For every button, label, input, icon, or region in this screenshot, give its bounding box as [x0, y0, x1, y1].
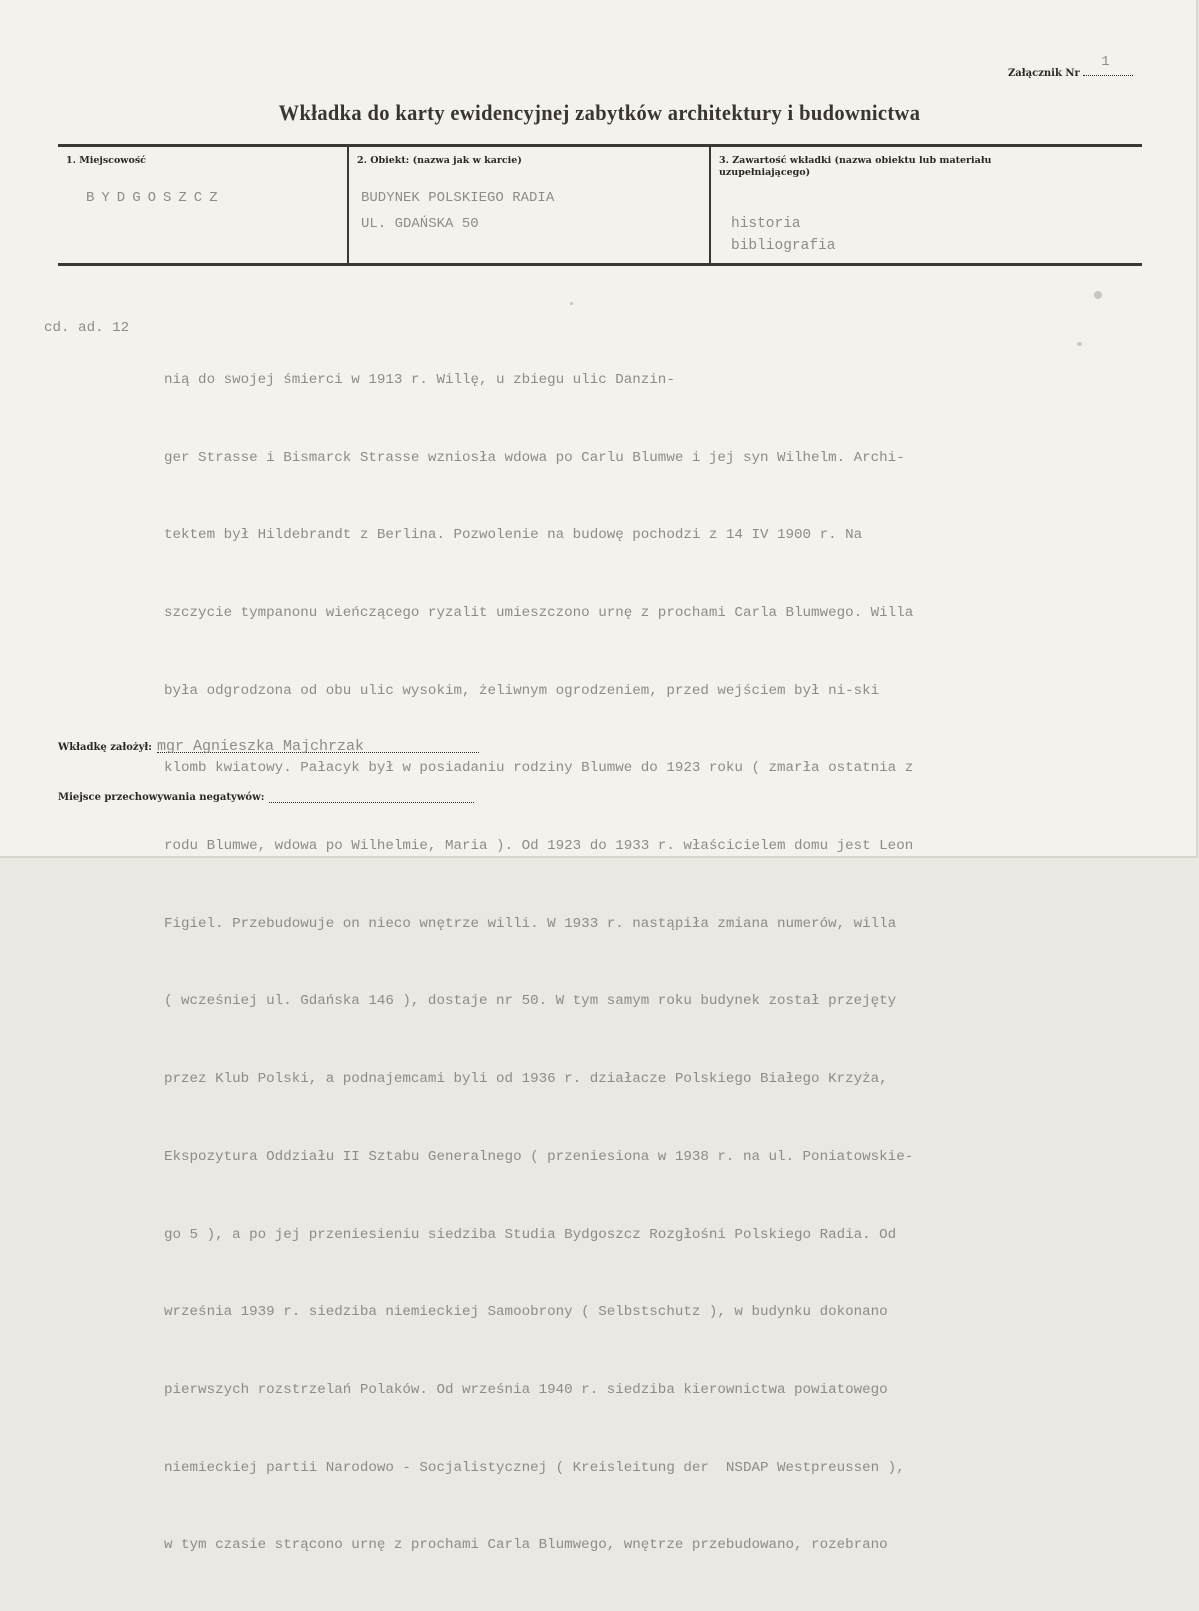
header-cell-contents — [709, 147, 1142, 263]
object-address: UL. GDAŃSKA 50 — [361, 216, 479, 232]
paper-stain — [570, 302, 573, 305]
header-cell-object — [347, 147, 709, 263]
body-line: szczycie tympanonu wieńczącego ryzalit umieszczono urnę z prochami Carla Blumwego. Willa — [164, 604, 914, 621]
contents-item-history: historia — [731, 216, 801, 232]
author-field — [157, 736, 479, 753]
author-row — [58, 736, 479, 753]
header-cell-locality — [58, 147, 347, 263]
body-line: pierwszych rozstrzelań Polaków. Od września 1940 r. siedziba kierownictwa powiatowego — [164, 1381, 888, 1398]
body-line: przez Klub Polski, a podnajemcami byli od 1936 r. działacze Polskiego Białego Krzyża, — [164, 1071, 888, 1088]
contents-item-bibliography: bibliografia — [731, 238, 836, 254]
contents-value — [731, 213, 835, 257]
body-line: w tym czasie strącono urnę z prochami Carla Blumwego, wnętrze przebudowano, rozebrano — [164, 1537, 888, 1554]
negatives-label: Miejsce przechowywania negatywów: — [58, 792, 265, 803]
negatives-row — [58, 786, 474, 803]
continuation-prefix: cd. ad. 12 — [44, 320, 130, 336]
body-lines — [164, 316, 913, 1611]
body-line: go 5 ), a po jej przeniesieniu siedziba Studia Bydgoszcz Rozgłośni Polskiego Radia. Od — [164, 1226, 897, 1243]
body-line: ( wcześniej ul. Gdańska 146 ), dostaje nr 50. W tym samym roku budynek został przejęty — [164, 993, 897, 1010]
contents-label: 3. Zawartość wkładki (nazwa obiektu lub materiału uzupełniającego) — [719, 155, 992, 178]
paper-stain — [1077, 342, 1082, 346]
body-line: ger Strasse i Bismarck Strasse wzniosła wdowa po Carlu Blumwe i jej syn Wilhelm. Archi- — [164, 449, 905, 466]
header-table — [58, 144, 1142, 266]
annex-number-value: 1 — [1101, 54, 1110, 70]
annex-number-field — [1083, 54, 1133, 76]
annex-number — [1008, 54, 1133, 79]
body-line: nią do swojej śmierci w 1913 r. Willę, u zbiegu ulic Danzin- — [164, 371, 675, 388]
body-line: Ekspozytura Oddziału II Sztabu Generalnego ( przeniesiona w 1938 r. na ul. Poniatowskie- — [164, 1148, 914, 1165]
object-label: 2. Obiekt: (nazwa jak w karcie) — [357, 155, 522, 166]
paper-stain — [1094, 291, 1102, 299]
page-title: Wkładka do karty ewidencyjnej zabytków architektury i budownictwa — [278, 100, 921, 125]
body-line: była odgrodzona od obu ulic wysokim, żeliwnym ogrodzeniem, przed wejściem był ni-ski — [164, 682, 880, 699]
object-value — [361, 185, 554, 237]
body-line: września 1939 r. siedziba niemieckiej Samoobrony ( Selbstschutz ), w budynku dokonano — [164, 1304, 888, 1321]
body-line: rodu Blumwe, wdowa po Wilhelmie, Maria ). Od 1923 do 1933 r. właścicielem domu jest Leon — [164, 838, 914, 855]
object-name: BUDYNEK POLSKIEGO RADIA — [361, 190, 555, 206]
annex-label: Załącznik Nr — [1008, 68, 1080, 79]
negatives-field — [269, 786, 474, 803]
body-line: tektem był Hildebrandt z Berlina. Pozwolenie na budowę pochodzi z 14 IV 1900 r. Na — [164, 527, 863, 544]
locality-label: 1. Miejscowość — [66, 155, 146, 166]
body-line: klomb kwiatowy. Pałacyk był w posiadaniu rodziny Blumwe do 1923 roku ( zmarła ostatnia z — [164, 760, 914, 777]
body-line: niemieckiej partii Narodowo - Socjalistycznej ( Kreisleitung der NSDAP Westpreussen ), — [164, 1459, 905, 1476]
locality-value: BYDGOSZCZ — [86, 190, 225, 206]
author-label: Wkładkę założył: — [58, 742, 152, 753]
body-line: Figiel. Przebudowuje on nieco wnętrze willi. W 1933 r. nastąpiła zmiana numerów, willa — [164, 915, 897, 932]
author-value: mgr Agnieszka Majchrzak — [156, 738, 365, 755]
